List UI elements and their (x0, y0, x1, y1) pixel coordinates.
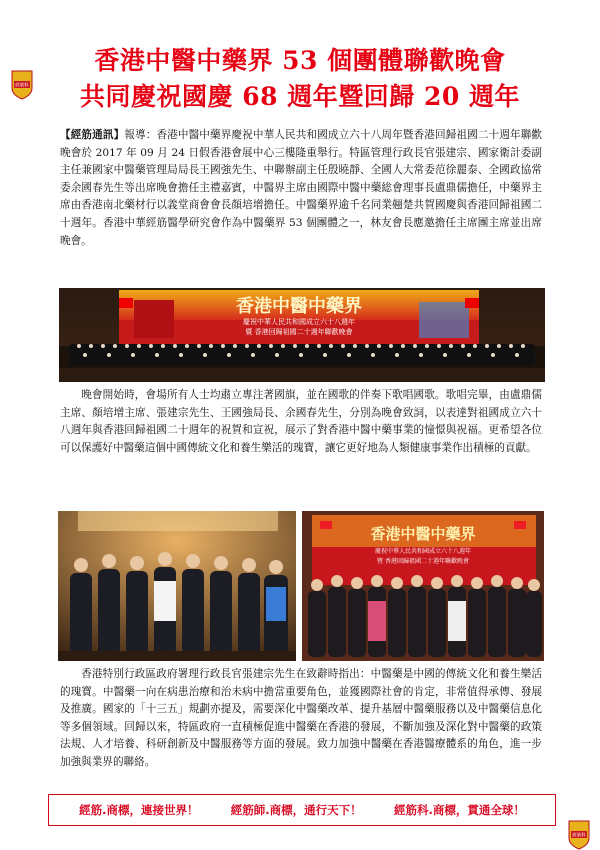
paragraph-1-text: 報導：香港中醫中藥界慶祝中華人民共和國成立六十八周年暨香港回歸祖國二十週年聯歡晚會於 2017 年 09 月 24 日假香港會展中心三樓隆重舉行。特區管理行政長官張建宗、國家衛計委副主任兼國家中醫藥管理局局長王國強先生、中聯辦副主任殷曉靜、全國人大常委范徐麗泰、全國政協常委余國春先生等出席晚會擔任主禮嘉賓，中醫界主席由國際中醫中藥総會理事長盧鼎儒擔任，中藥界主席由香港南北藥材行以義堂商會會長顏培增擔任。中醫藥界逾千名同業翹楚共賀國慶與香港回歸祖國二十週年。香港中華經筋醫學研究會作為中醫藥界 53 個團體之一，林友會長應邀擔任主席團主席並出席晚會。 (60, 129, 543, 247)
logo-text: 經筋科 (15, 83, 29, 89)
footer-slogan-3: 經筋科.商標，貫通全球！ (393, 803, 525, 817)
stage-banner-line-2: 暨 香港回歸祖國二十週年聯歡晚會 (245, 328, 353, 336)
toast-group-photo (58, 511, 296, 661)
group-banner-photo (302, 511, 544, 661)
article-paragraph-1 (60, 127, 542, 250)
page-title-line-1: 香港中醫中藥界 53 個團體聯歡晚會 (94, 46, 506, 75)
group-banner-title: 香港中醫中藥界 (370, 525, 476, 543)
stage-banner-title: 香港中醫中藥界 (236, 296, 362, 317)
logo-bottom-right (568, 820, 590, 850)
newsletter-tag: 【經筋通訊】 (60, 129, 125, 141)
stage-banner-line-1: 慶祝中華人民共和國成立六十八週年 (243, 318, 355, 326)
footer-slogan-1: 經筋.商標，連接世界！ (79, 803, 199, 817)
gala-stage-photo (59, 288, 545, 382)
page-title-line-2: 共同慶祝國慶 68 週年暨回歸 20 週年 (80, 82, 520, 111)
footer-slogan-2: 經筋師.商標，通行天下！ (230, 803, 362, 817)
logo-text: 經筋科 (572, 833, 586, 839)
footer-slogan-box (48, 794, 556, 826)
group-banner-line-1: 慶祝中華人民共和國成立六十八週年 (374, 548, 472, 555)
group-banner-line-2: 暨 香港回歸祖國二十週年聯歡晚會 (377, 558, 469, 565)
article-paragraph-3: 香港特別行政區政府署理行政長官張建宗先生在致辭時指出：中醫藥是中國的傳統文化和養生樂活的瑰寶。中醫藥一向在病患治療和治未病中擔當重要角色，並獲國際社會的肯定，非常值得承傳、發展及推廣。國家的「十三五」規劃亦提及，需要深化中醫藥改革、提升基層中醫藥服務以及中醫藥信息化等多個領域。回歸以來，特區政府一直積極促進中醫藥在香港的發展，不斷加強及深化對中醫藥的政策法規、人才培養、科研創新及中醫服務等方面的發展。致力加強中醫藥在香港醫療體系的角色，進一步加強與業界的聯絡。 (60, 668, 542, 768)
article-paragraph-2: 晚會開始時，會場所有人士均肅立專注著國旗，並在國歌的伴奏下歌唱國歌。歌唱完畢，由盧鼎儒主席、顏培增主席、張建宗先生、王國強局長、余國春先生，分別為晚會致詞，以表達對祖國成立六十八週年與香港回歸祖國二十週年的祝賀和宣祝，展示了對香港中醫中藥事業的憧憬與祝福。更希望各位可以保護好中醫藥這個中國傳統文化和養生樂活的瑰寶，讓它更好地為人類健康事業作出積極的貢獻。 (60, 389, 542, 454)
